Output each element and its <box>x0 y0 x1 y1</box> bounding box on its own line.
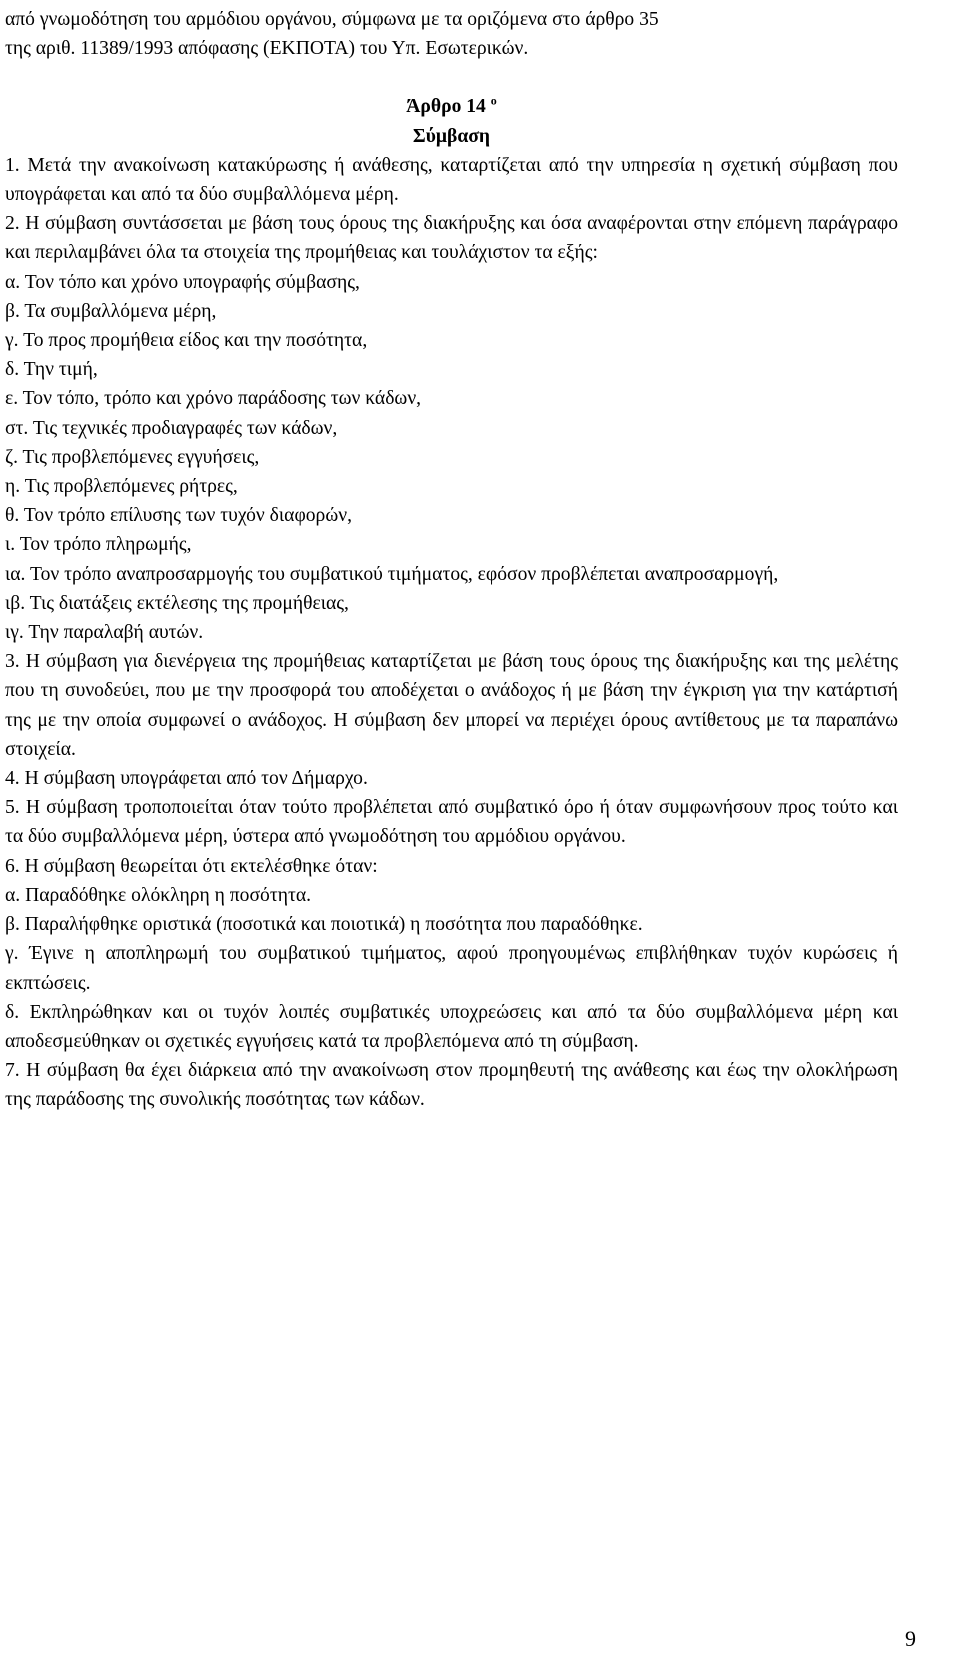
list-item: ι. Τον τρόπο πληρωμής, <box>5 534 192 556</box>
paragraph-6: 6. Η σύμβαση θεωρείται ότι εκτελέσθηκε όταν: <box>5 855 378 877</box>
list-item: α. Παραδόθηκε ολόκληρη η ποσότητα. <box>5 884 311 906</box>
list-item: στ. Τις τεχνικές προδιαγραφές των κάδων, <box>5 417 338 439</box>
list-item: β. Τα συμβαλλόμενα μέρη, <box>5 300 217 322</box>
paragraph-4: 4. Η σύμβαση υπογράφεται από τον Δήμαρχο. <box>5 768 368 790</box>
list-item: ιβ. Τις διατάξεις εκτέλεσης της προμήθειας, <box>5 592 349 614</box>
intro-block <box>5 5 898 63</box>
paragraph-2-list <box>5 268 898 648</box>
list-item: ε. Τον τόπο, τρόπο και χρόνο παράδοσης των κάδων, <box>5 388 422 410</box>
page-number: 9 <box>905 1626 916 1651</box>
article-subtitle: Σύμβαση <box>412 125 491 147</box>
list-item: ια. Τον τρόπο αναπροσαρμογής του συμβατικού τιμήματος, εφόσον προβλέπεται αναπροσαρμογή, <box>5 563 779 585</box>
paragraph-6-list <box>5 881 898 1056</box>
article-title: Άρθρο 14 $^o$ <box>406 93 497 118</box>
list-item: ζ. Τις προβλεπόμενες εγγυήσεις, <box>5 446 260 468</box>
list-item: η. Τις προβλεπόμενες ρήτρες, <box>5 476 238 498</box>
article-title-superscript: ο <box>490 93 497 108</box>
list-item: α. Τον τόπο και χρόνο υπογραφής σύμβασης, <box>5 271 360 293</box>
paragraph-7: 7. Η σύμβαση θα έχει διάρκεια από την ανακοίνωση στον προμηθευτή της ανάθεσης και έως την ολοκλήρωση της παράδοσης της συνολικής ποσότητας των κάδων. <box>5 1060 898 1111</box>
paragraph-2: 2. Η σύμβαση συντάσσεται με βάση τους όρους της διακήρυξης και όσα αναφέρονται στην επόμενη παράγραφο και περιλαμβάνει όλα τα στοιχεία της προμήθειας και τουλάχιστον τα εξής: <box>5 213 898 264</box>
intro-line: της αριθ. 11389/1993 απόφασης (ΕΚΠΟΤΑ) του Υπ. Εσωτερικών. <box>5 38 529 60</box>
list-item: γ. Έγινε η αποπληρωμή του συμβατικού τιμήματος, αφού προηγουμένως επιβλήθηκαν τυχόν κυρώσεις ή εκπτώσεις. <box>5 943 898 994</box>
article-heading <box>5 92 898 150</box>
paragraph-5: 5. Η σύμβαση τροποποιείται όταν τούτο προβλέπεται από συμβατικό όρο ή όταν συμφωνήσουν προς τούτο και τα δύο συμβαλλόμενα μέρη, ύστερα από γνωμοδότηση του αρμόδιου οργάνου. <box>5 797 898 848</box>
paragraph-1: 1. Μετά την ανακοίνωση κατακύρωσης ή ανάθεσης, καταρτίζεται από την υπηρεσία η σχετική σύμβαση που υπογράφεται και από τα δύο συμβαλλόμενα μέρη. <box>5 154 898 206</box>
paragraph-3: 3. Η σύμβαση για διενέργεια της προμήθειας καταρτίζεται με βάση τους όρους της διακήρυξης και της μελέτης που τη συνοδεύει, που με την προσφορά του αποδέχεται ο ανάδοχος ή με βάση την έγκριση για την κατάρτισή της με την οποία συμφωνεί ο ανάδοχος. Η σύμβαση δεν μπορεί να περιέχει όρους αντίθετους με τα παραπάνω στοιχεία. <box>5 651 898 760</box>
document-page <box>5 0 898 1115</box>
list-item: ιγ. Την παραλαβή αυτών. <box>5 622 204 644</box>
list-item: δ. Εκπληρώθηκαν και οι τυχόν λοιπές συμβατικές υποχρεώσεις και από τα δύο συμβαλλόμενα μέρη και αποδεσμεύθηκαν οι σχετικές εγγυήσεις κατά τα προβλεπόμενα από τη σύμβαση. <box>5 1001 898 1052</box>
list-item: γ. Το προς προμήθεια είδος και την ποσότητα, <box>5 330 368 352</box>
list-item: θ. Τον τρόπο επίλυσης των τυχόν διαφορών, <box>5 505 352 527</box>
list-item: β. Παραλήφθηκε οριστικά (ποσοτικά και ποιοτικά) η ποσότητα που παραδόθηκε. <box>5 914 643 936</box>
intro-line: από γνωμοδότηση του αρμόδιου οργάνου, σύμφωνα με τα οριζόμενα στο άρθρο 35 <box>5 9 659 30</box>
list-item: δ. Την τιμή, <box>5 359 98 381</box>
